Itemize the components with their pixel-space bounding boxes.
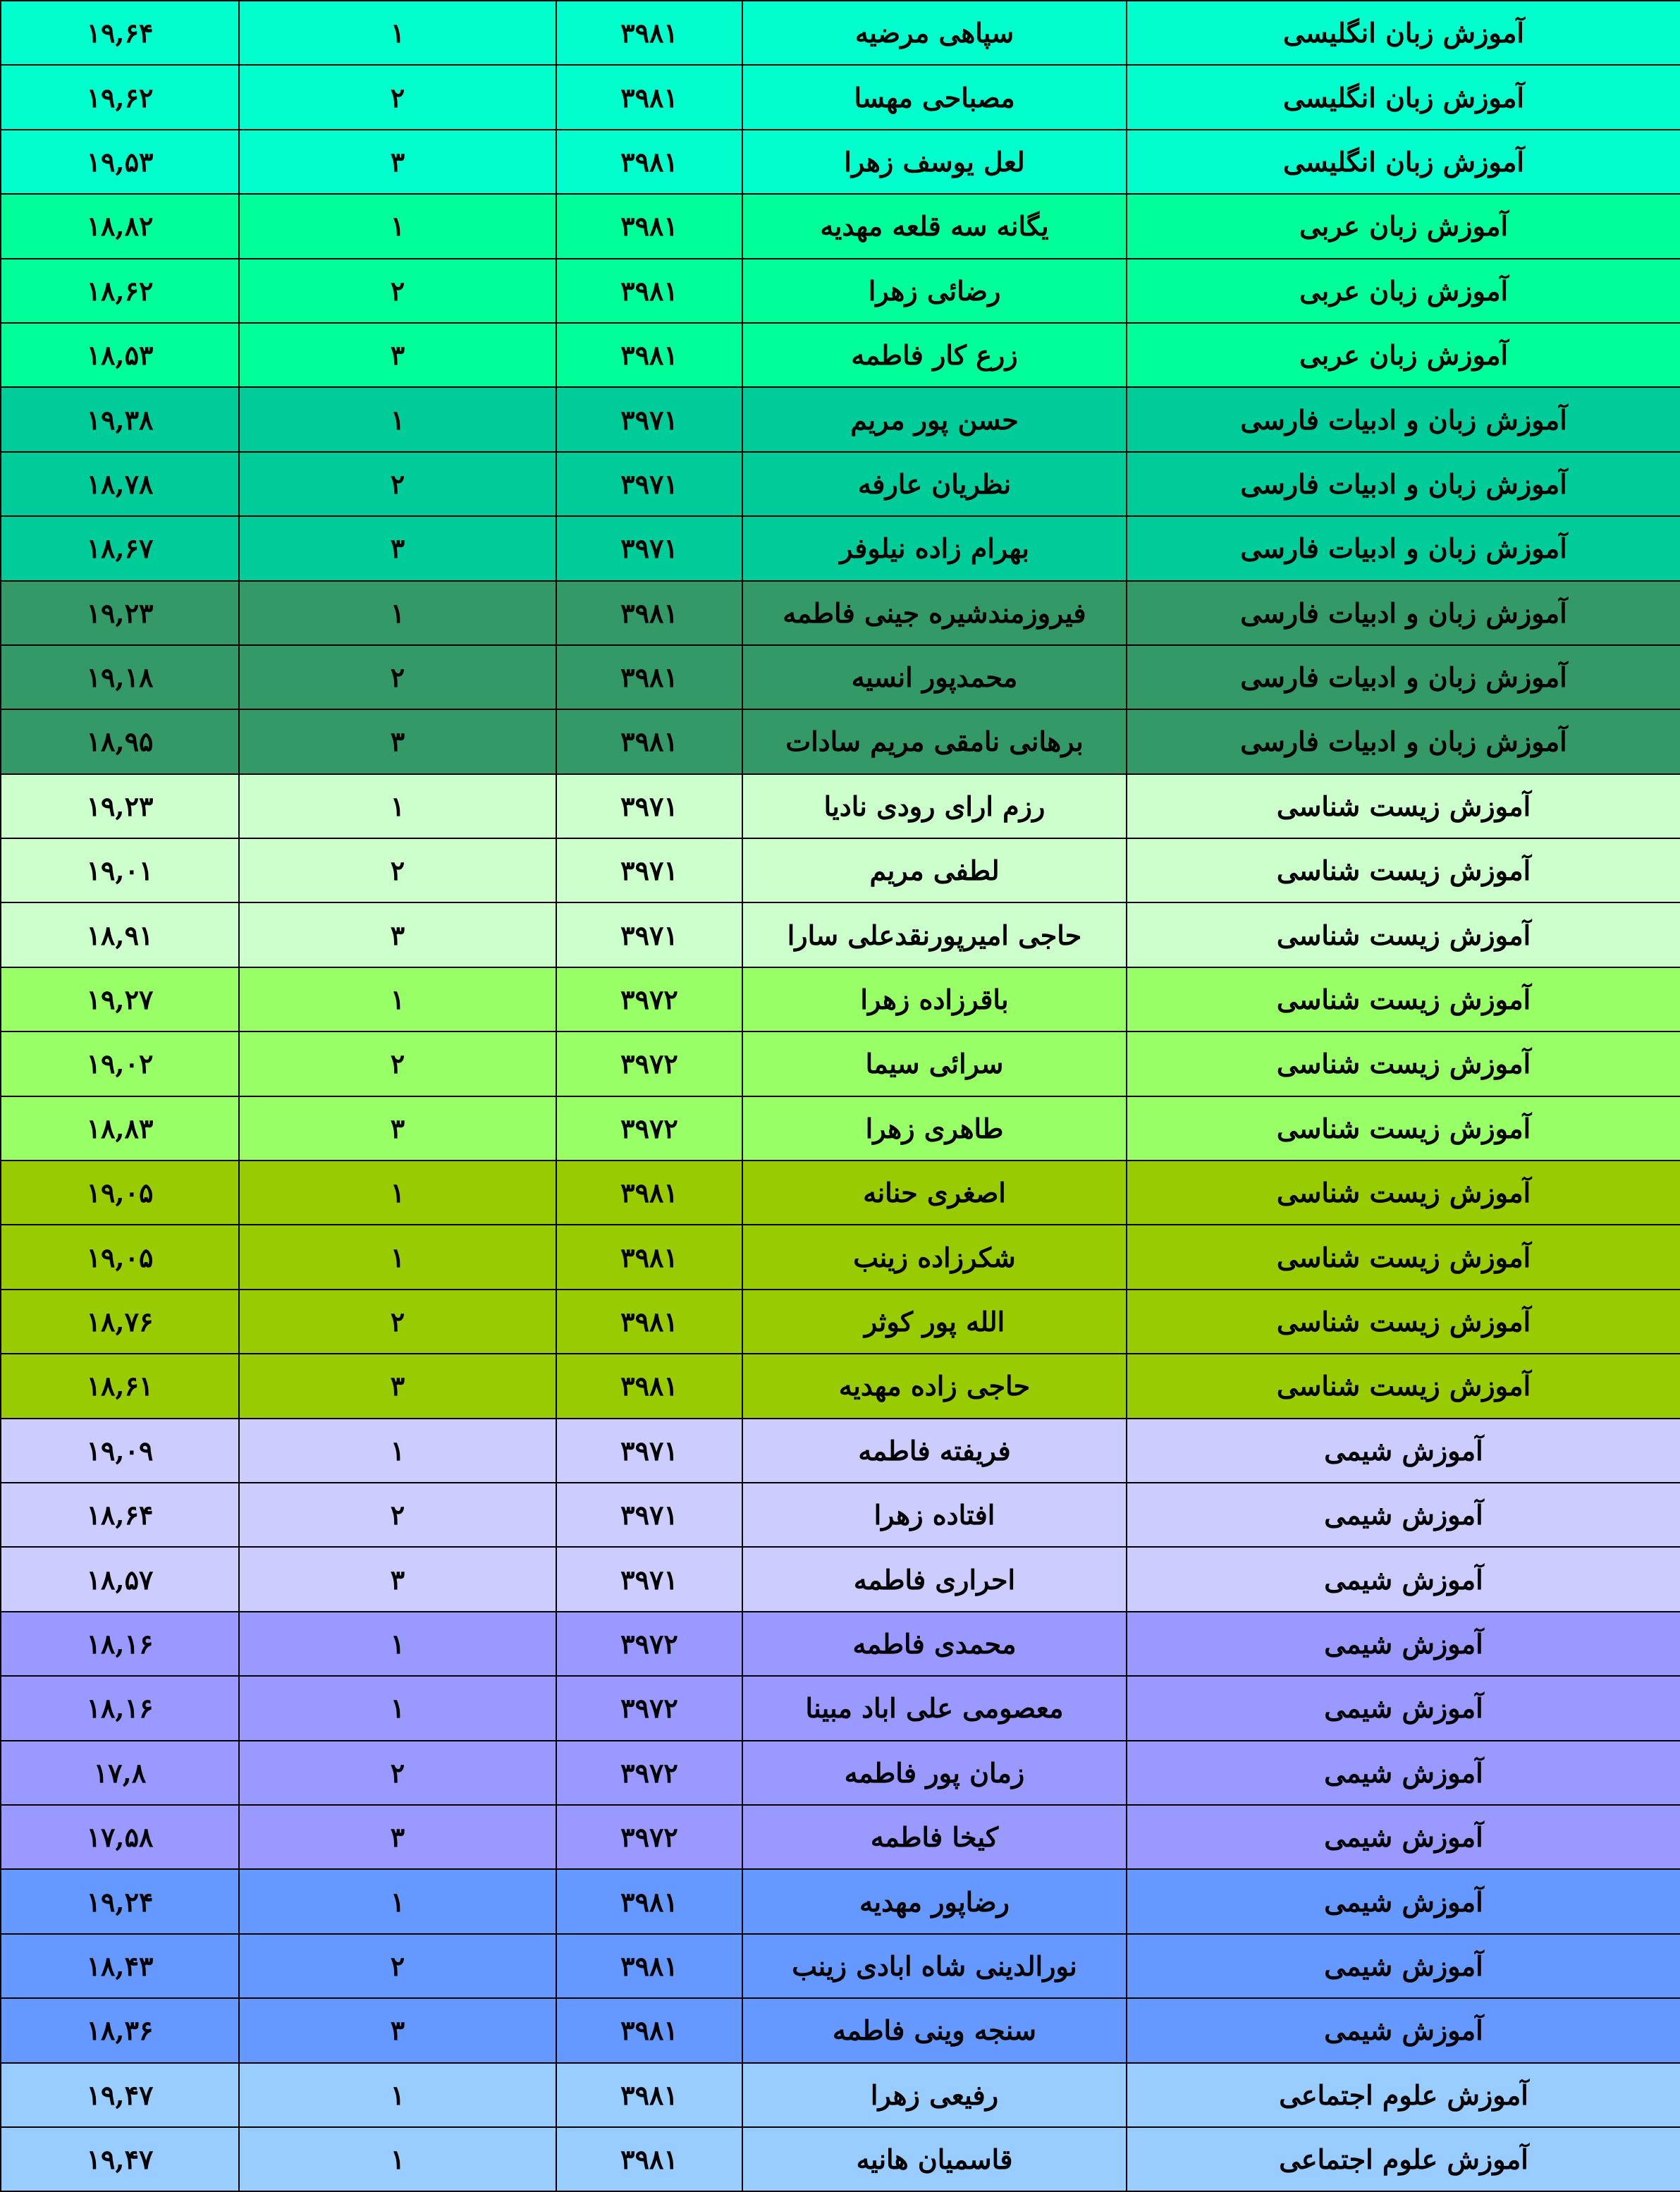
table-row bbox=[1, 1547, 1680, 1611]
table-row bbox=[1, 259, 1680, 323]
rank-cell: ۱ bbox=[239, 1676, 556, 1740]
major-cell: آموزش زبان و ادبیات فارسی bbox=[1127, 452, 1680, 516]
major-cell: آموزش زبان و ادبیات فارسی bbox=[1127, 516, 1680, 580]
table-row bbox=[1, 387, 1680, 451]
table-row bbox=[1, 709, 1680, 773]
score-cell: ۱۹,۲۳ bbox=[1, 581, 239, 645]
score-cell: ۱۸,۵۳ bbox=[1, 323, 239, 387]
major-cell: آموزش زیست شناسی bbox=[1127, 1031, 1680, 1096]
code-cell: ۳۹۸۱ bbox=[556, 130, 742, 194]
student-name-cell: اصغری حنانه bbox=[742, 1161, 1127, 1225]
code-cell: ۳۹۸۱ bbox=[556, 1290, 742, 1354]
table-row bbox=[1, 1483, 1680, 1547]
score-cell: ۱۹,۴۷ bbox=[1, 2063, 239, 2127]
student-name-cell: برهانی نامقی مریم سادات bbox=[742, 709, 1127, 773]
score-cell: ۱۸,۹۱ bbox=[1, 902, 239, 967]
score-cell: ۱۹,۰۹ bbox=[1, 1419, 239, 1483]
code-cell: ۳۹۸۱ bbox=[556, 259, 742, 323]
table-row bbox=[1, 902, 1680, 967]
table-row bbox=[1, 1290, 1680, 1354]
major-cell: آموزش زیست شناسی bbox=[1127, 967, 1680, 1031]
student-name-cell: رفیعی زهرا bbox=[742, 2063, 1127, 2127]
table-row bbox=[1, 194, 1680, 258]
major-cell: آموزش زبان و ادبیات فارسی bbox=[1127, 581, 1680, 645]
major-cell: آموزش زبان انگلیسی bbox=[1127, 65, 1680, 129]
major-cell: آموزش زبان عربی bbox=[1127, 323, 1680, 387]
code-cell: ۳۹۷۱ bbox=[556, 1483, 742, 1547]
major-cell: آموزش زیست شناسی bbox=[1127, 1225, 1680, 1289]
rank-cell: ۱ bbox=[239, 774, 556, 838]
rank-cell: ۲ bbox=[239, 1290, 556, 1354]
rank-cell: ۳ bbox=[239, 709, 556, 773]
code-cell: ۳۹۷۲ bbox=[556, 967, 742, 1031]
code-cell: ۳۹۷۱ bbox=[556, 1547, 742, 1611]
score-cell: ۱۹,۳۸ bbox=[1, 387, 239, 451]
score-cell: ۱۹,۶۲ bbox=[1, 65, 239, 129]
major-cell: آموزش زیست شناسی bbox=[1127, 1096, 1680, 1161]
rank-cell: ۳ bbox=[239, 323, 556, 387]
student-name-cell: باقرزاده زهرا bbox=[742, 967, 1127, 1031]
score-cell: ۱۸,۳۶ bbox=[1, 1998, 239, 2062]
student-name-cell: سپاهی مرضیه bbox=[742, 1, 1127, 65]
student-name-cell: معصومی علی اباد مبینا bbox=[742, 1676, 1127, 1740]
rank-cell: ۳ bbox=[239, 1805, 556, 1869]
score-cell: ۱۸,۶۲ bbox=[1, 259, 239, 323]
rank-cell: ۲ bbox=[239, 838, 556, 902]
score-cell: ۱۹,۲۷ bbox=[1, 967, 239, 1031]
student-name-cell: لعل یوسف زهرا bbox=[742, 130, 1127, 194]
table-row bbox=[1, 2063, 1680, 2127]
score-cell: ۱۸,۷۶ bbox=[1, 1290, 239, 1354]
code-cell: ۳۹۸۱ bbox=[556, 1998, 742, 2062]
table-row bbox=[1, 452, 1680, 516]
major-cell: آموزش زبان و ادبیات فارسی bbox=[1127, 387, 1680, 451]
code-cell: ۳۹۸۱ bbox=[556, 1354, 742, 1418]
code-cell: ۳۹۸۱ bbox=[556, 2127, 742, 2191]
rank-cell: ۱ bbox=[239, 194, 556, 258]
rank-cell: ۱ bbox=[239, 387, 556, 451]
score-cell: ۱۸,۷۸ bbox=[1, 452, 239, 516]
major-cell: آموزش زبان و ادبیات فارسی bbox=[1127, 645, 1680, 709]
rank-cell: ۱ bbox=[239, 1225, 556, 1289]
student-name-cell: احراری فاطمه bbox=[742, 1547, 1127, 1611]
table-row bbox=[1, 645, 1680, 709]
major-cell: آموزش زبان عربی bbox=[1127, 194, 1680, 258]
score-cell: ۱۸,۱۶ bbox=[1, 1676, 239, 1740]
score-cell: ۱۸,۸۲ bbox=[1, 194, 239, 258]
major-cell: آموزش زبان انگلیسی bbox=[1127, 1, 1680, 65]
score-cell: ۱۹,۰۵ bbox=[1, 1161, 239, 1225]
score-cell: ۱۷,۵۸ bbox=[1, 1805, 239, 1869]
major-cell: آموزش شیمی bbox=[1127, 1547, 1680, 1611]
code-cell: ۳۹۸۱ bbox=[556, 65, 742, 129]
student-name-cell: نورالدینی شاه ابادی زینب bbox=[742, 1934, 1127, 1998]
rank-cell: ۲ bbox=[239, 1741, 556, 1805]
student-name-cell: محمدپور انسیه bbox=[742, 645, 1127, 709]
major-cell: آموزش شیمی bbox=[1127, 1741, 1680, 1805]
table-row bbox=[1, 1096, 1680, 1161]
code-cell: ۳۹۸۱ bbox=[556, 581, 742, 645]
student-name-cell: حاجی زاده مهدیه bbox=[742, 1354, 1127, 1418]
rank-cell: ۲ bbox=[239, 1031, 556, 1096]
major-cell: آموزش شیمی bbox=[1127, 1998, 1680, 2062]
table-row bbox=[1, 2127, 1680, 2191]
major-cell: آموزش شیمی bbox=[1127, 1612, 1680, 1676]
table-row bbox=[1, 581, 1680, 645]
student-name-cell: فریفته فاطمه bbox=[742, 1419, 1127, 1483]
major-cell: آموزش زیست شناسی bbox=[1127, 774, 1680, 838]
score-cell: ۱۹,۰۵ bbox=[1, 1225, 239, 1289]
student-name-cell: نظریان عارفه bbox=[742, 452, 1127, 516]
table-row bbox=[1, 1998, 1680, 2062]
code-cell: ۳۹۸۱ bbox=[556, 1869, 742, 1933]
rank-cell: ۱ bbox=[239, 1419, 556, 1483]
rank-cell: ۱ bbox=[239, 967, 556, 1031]
major-cell: آموزش شیمی bbox=[1127, 1934, 1680, 1998]
score-cell: ۱۹,۱۸ bbox=[1, 645, 239, 709]
rank-cell: ۳ bbox=[239, 1998, 556, 2062]
student-name-cell: الله پور کوثر bbox=[742, 1290, 1127, 1354]
code-cell: ۳۹۷۱ bbox=[556, 516, 742, 580]
rank-cell: ۱ bbox=[239, 1612, 556, 1676]
major-cell: آموزش زیست شناسی bbox=[1127, 1354, 1680, 1418]
student-name-cell: رضائی زهرا bbox=[742, 259, 1127, 323]
score-cell: ۱۹,۶۴ bbox=[1, 1, 239, 65]
student-name-cell: رضاپور مهدیه bbox=[742, 1869, 1127, 1933]
major-cell: آموزش شیمی bbox=[1127, 1869, 1680, 1933]
student-name-cell: افتاده زهرا bbox=[742, 1483, 1127, 1547]
student-name-cell: حاجی امیرپورنقدعلی سارا bbox=[742, 902, 1127, 967]
rank-cell: ۳ bbox=[239, 130, 556, 194]
table-row bbox=[1, 1934, 1680, 1998]
student-name-cell: حسن پور مریم bbox=[742, 387, 1127, 451]
student-name-cell: فیروزمندشیره جینی فاطمه bbox=[742, 581, 1127, 645]
major-cell: آموزش شیمی bbox=[1127, 1676, 1680, 1740]
score-cell: ۱۹,۴۷ bbox=[1, 2127, 239, 2191]
table-row bbox=[1, 1161, 1680, 1225]
score-cell: ۱۹,۲۳ bbox=[1, 774, 239, 838]
table-row bbox=[1, 838, 1680, 902]
major-cell: آموزش علوم اجتماعی bbox=[1127, 2063, 1680, 2127]
score-cell: ۱۸,۶۴ bbox=[1, 1483, 239, 1547]
major-cell: آموزش زیست شناسی bbox=[1127, 1290, 1680, 1354]
major-cell: آموزش شیمی bbox=[1127, 1805, 1680, 1869]
major-cell: آموزش زبان عربی bbox=[1127, 259, 1680, 323]
code-cell: ۳۹۷۲ bbox=[556, 1612, 742, 1676]
results-table-body bbox=[1, 1, 1680, 2191]
code-cell: ۳۹۸۱ bbox=[556, 2063, 742, 2127]
major-cell: آموزش زیست شناسی bbox=[1127, 838, 1680, 902]
table-row bbox=[1, 1419, 1680, 1483]
major-cell: آموزش شیمی bbox=[1127, 1483, 1680, 1547]
student-name-cell: مصباحی مهسا bbox=[742, 65, 1127, 129]
code-cell: ۳۹۷۱ bbox=[556, 838, 742, 902]
student-name-cell: یگانه سه قلعه مهدیه bbox=[742, 194, 1127, 258]
rank-cell: ۲ bbox=[239, 1483, 556, 1547]
table-row bbox=[1, 516, 1680, 580]
rank-cell: ۲ bbox=[239, 259, 556, 323]
code-cell: ۳۹۸۱ bbox=[556, 194, 742, 258]
score-cell: ۱۹,۵۳ bbox=[1, 130, 239, 194]
code-cell: ۳۹۸۱ bbox=[556, 1, 742, 65]
rank-cell: ۳ bbox=[239, 516, 556, 580]
rank-cell: ۱ bbox=[239, 1, 556, 65]
rank-cell: ۳ bbox=[239, 1096, 556, 1161]
table-row bbox=[1, 1225, 1680, 1289]
rank-cell: ۲ bbox=[239, 65, 556, 129]
code-cell: ۳۹۷۱ bbox=[556, 774, 742, 838]
code-cell: ۳۹۷۱ bbox=[556, 902, 742, 967]
code-cell: ۳۹۷۲ bbox=[556, 1031, 742, 1096]
table-row bbox=[1, 967, 1680, 1031]
code-cell: ۳۹۸۱ bbox=[556, 1225, 742, 1289]
major-cell: آموزش زیست شناسی bbox=[1127, 1161, 1680, 1225]
major-cell: آموزش علوم اجتماعی bbox=[1127, 2127, 1680, 2191]
rank-cell: ۲ bbox=[239, 1934, 556, 1998]
rank-cell: ۳ bbox=[239, 1354, 556, 1418]
student-name-cell: زمان پور فاطمه bbox=[742, 1741, 1127, 1805]
code-cell: ۳۹۷۱ bbox=[556, 452, 742, 516]
table-row bbox=[1, 1031, 1680, 1096]
code-cell: ۳۹۸۱ bbox=[556, 1161, 742, 1225]
table-row bbox=[1, 1354, 1680, 1418]
code-cell: ۳۹۷۱ bbox=[556, 1419, 742, 1483]
code-cell: ۳۹۷۲ bbox=[556, 1741, 742, 1805]
table-row bbox=[1, 323, 1680, 387]
code-cell: ۳۹۸۱ bbox=[556, 709, 742, 773]
table-row bbox=[1, 1, 1680, 65]
rank-cell: ۲ bbox=[239, 645, 556, 709]
code-cell: ۳۹۸۱ bbox=[556, 1934, 742, 1998]
table-row bbox=[1, 1805, 1680, 1869]
score-cell: ۱۹,۰۲ bbox=[1, 1031, 239, 1096]
table-row bbox=[1, 1676, 1680, 1740]
score-cell: ۱۸,۶۱ bbox=[1, 1354, 239, 1418]
table-row bbox=[1, 774, 1680, 838]
table-row bbox=[1, 1741, 1680, 1805]
table-row bbox=[1, 1869, 1680, 1933]
student-name-cell: کیخا فاطمه bbox=[742, 1805, 1127, 1869]
student-name-cell: رزم ارای رودی نادیا bbox=[742, 774, 1127, 838]
major-cell: آموزش شیمی bbox=[1127, 1419, 1680, 1483]
rank-cell: ۲ bbox=[239, 452, 556, 516]
student-name-cell: سرائی سیما bbox=[742, 1031, 1127, 1096]
code-cell: ۳۹۷۲ bbox=[556, 1096, 742, 1161]
rank-cell: ۳ bbox=[239, 1547, 556, 1611]
major-cell: آموزش زیست شناسی bbox=[1127, 902, 1680, 967]
student-name-cell: لطفی مریم bbox=[742, 838, 1127, 902]
major-cell: آموزش زبان انگلیسی bbox=[1127, 130, 1680, 194]
rank-cell: ۱ bbox=[239, 581, 556, 645]
score-cell: ۱۸,۴۳ bbox=[1, 1934, 239, 1998]
student-name-cell: بهرام زاده نیلوفر bbox=[742, 516, 1127, 580]
rank-cell: ۱ bbox=[239, 1869, 556, 1933]
rank-cell: ۱ bbox=[239, 1161, 556, 1225]
score-cell: ۱۸,۱۶ bbox=[1, 1612, 239, 1676]
table-row bbox=[1, 130, 1680, 194]
rank-cell: ۳ bbox=[239, 902, 556, 967]
major-cell: آموزش زبان و ادبیات فارسی bbox=[1127, 709, 1680, 773]
student-name-cell: شکرزاده زینب bbox=[742, 1225, 1127, 1289]
table-row bbox=[1, 65, 1680, 129]
code-cell: ۳۹۷۱ bbox=[556, 387, 742, 451]
student-name-cell: طاهری زهرا bbox=[742, 1096, 1127, 1161]
score-cell: ۱۹,۲۴ bbox=[1, 1869, 239, 1933]
rank-cell: ۱ bbox=[239, 2063, 556, 2127]
student-name-cell: زرع کار فاطمه bbox=[742, 323, 1127, 387]
table-row bbox=[1, 1612, 1680, 1676]
student-name-cell: محمدی فاطمه bbox=[742, 1612, 1127, 1676]
code-cell: ۳۹۷۲ bbox=[556, 1805, 742, 1869]
code-cell: ۳۹۸۱ bbox=[556, 645, 742, 709]
score-cell: ۱۸,۶۷ bbox=[1, 516, 239, 580]
score-cell: ۱۷,۸ bbox=[1, 1741, 239, 1805]
score-cell: ۱۸,۵۷ bbox=[1, 1547, 239, 1611]
score-cell: ۱۸,۹۵ bbox=[1, 709, 239, 773]
code-cell: ۳۹۸۱ bbox=[556, 323, 742, 387]
score-cell: ۱۸,۸۳ bbox=[1, 1096, 239, 1161]
rank-cell: ۱ bbox=[239, 2127, 556, 2191]
student-name-cell: قاسمیان هانیه bbox=[742, 2127, 1127, 2191]
code-cell: ۳۹۷۲ bbox=[556, 1676, 742, 1740]
score-cell: ۱۹,۰۱ bbox=[1, 838, 239, 902]
student-name-cell: سنجه وینی فاطمه bbox=[742, 1998, 1127, 2062]
